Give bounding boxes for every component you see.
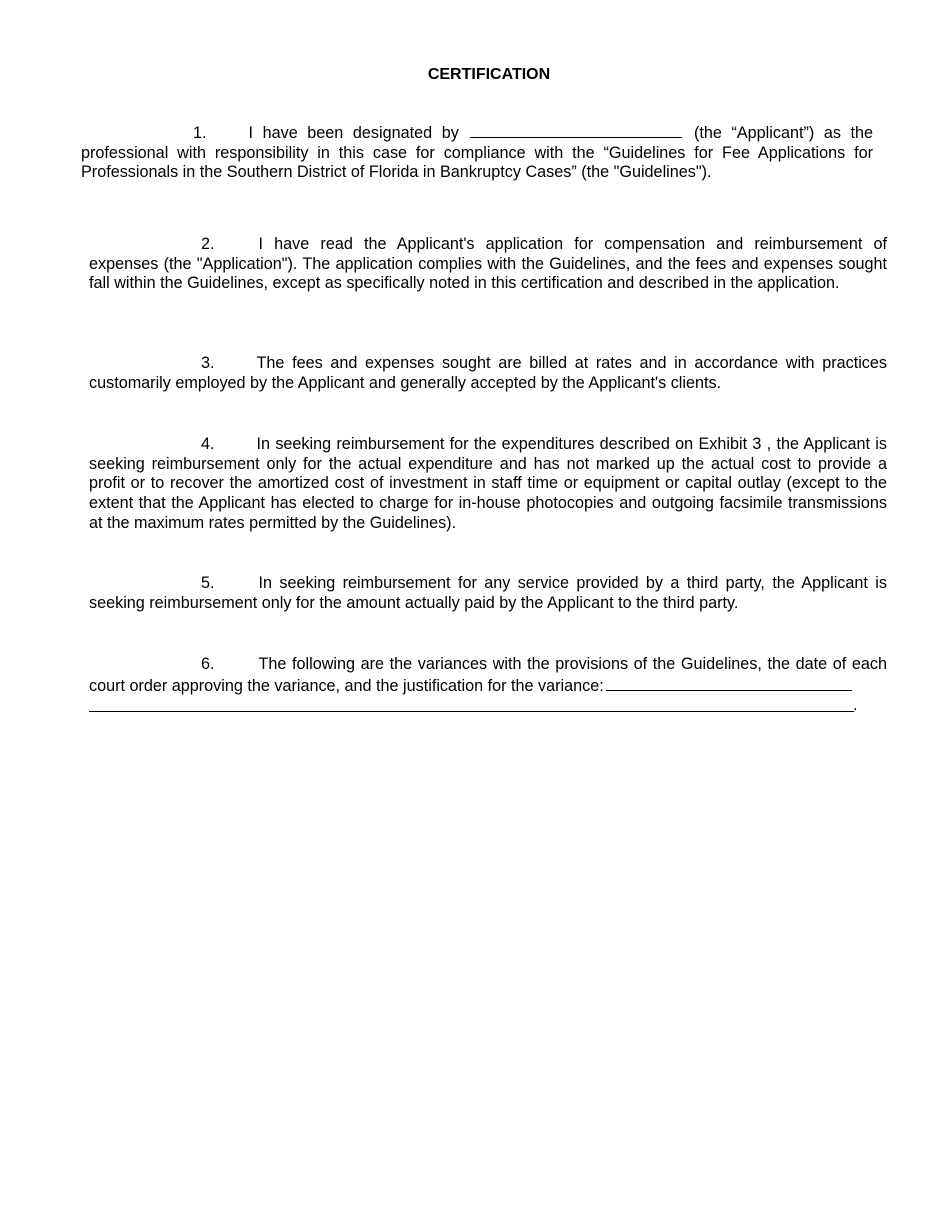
paragraph-1 xyxy=(81,122,873,183)
applicant-name-blank[interactable] xyxy=(470,122,682,138)
paragraph-text: The fees and expenses sought are billed at rates and in accordance with practices customarily employed by the Applicant and generally accepted by the Applicant's clients. xyxy=(89,354,887,392)
paragraph-text: (the “Applicant”) as the professional with responsibility in this case for compliance with the “Guidelines for Fee Applications for Professionals in the Southern District of Florida in Bankruptcy Cases” (the "Guidelines"). xyxy=(81,124,874,182)
paragraph-5 xyxy=(89,574,887,613)
paragraph-text: In seeking reimbursement for any service provided by a third party, the Applicant is seeking reimbursement only for the amount actually paid by the Applicant to the third party. xyxy=(89,574,887,612)
paragraph-3 xyxy=(89,354,887,393)
paragraph-4 xyxy=(89,435,887,534)
paragraph-number: 2. xyxy=(201,235,215,253)
paragraph-number: 1. xyxy=(193,124,207,142)
paragraph-text: In seeking reimbursement for the expenditures described on Exhibit 3 , the Applicant is seeking reimbursement only for the actual expenditure and has not marked up the actual cost to provide a profit or to recover the amortized cost of investment in staff time or equipment or capital outlay (except to the extent that the Applicant has elected to charge for in-house photocopies and outgoing facsimile transmissions at the maximum rates permitted by the Guidelines). xyxy=(89,435,887,532)
paragraph-6 xyxy=(89,655,887,696)
paragraph-number: 6. xyxy=(201,655,215,673)
paragraph-number: 3. xyxy=(201,354,215,372)
paragraph-number: 5. xyxy=(201,574,215,592)
paragraph-number: 4. xyxy=(201,435,215,453)
paragraph-text: I have been designated by xyxy=(248,124,459,142)
document-title: CERTIFICATION xyxy=(427,66,551,83)
variance-blank-line[interactable] xyxy=(89,711,854,712)
paragraph-text: I have read the Applicant's application for compensation and reimbursement of expenses (the "Application"). The application complies with the Guidelines, and the fees and expenses sought fall within the Guidelines, except as specifically noted in this certification and described in the application. xyxy=(89,235,887,293)
paragraph-text: The following are the variances with the provisions of the Guidelines, the date of each court order approving the variance, and the justification for the variance: xyxy=(89,655,887,695)
paragraph-2 xyxy=(89,235,887,294)
end-period: . xyxy=(853,696,858,714)
variance-blank-inline[interactable] xyxy=(606,675,852,691)
